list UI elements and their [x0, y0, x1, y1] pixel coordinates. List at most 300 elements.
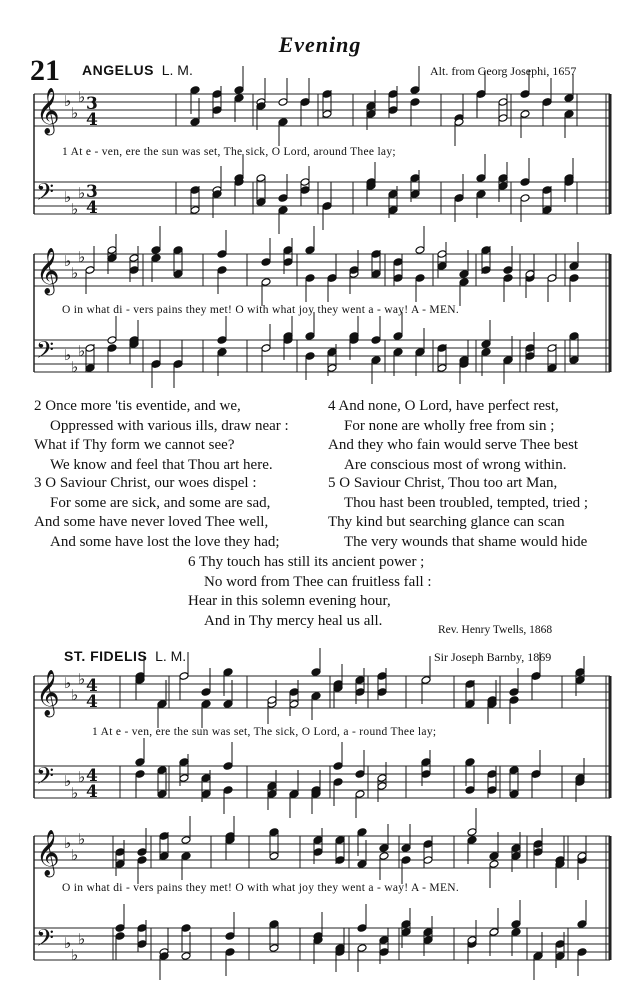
- note-head: [366, 110, 376, 119]
- note-head: [225, 932, 235, 941]
- verse-line: And they who fain would serve Thee best: [328, 437, 579, 454]
- note-head: [489, 860, 499, 869]
- note-head: [278, 98, 288, 107]
- note-head: [489, 928, 499, 937]
- note-head: [335, 836, 345, 845]
- note-head: [520, 194, 530, 203]
- note-head: [547, 344, 557, 353]
- composer-attribution: Sir Joseph Barnby, 1869: [434, 650, 552, 664]
- note-head: [410, 190, 420, 199]
- note-head: [234, 94, 244, 103]
- note-head: [269, 944, 279, 953]
- note-head: [333, 762, 343, 771]
- verse-line: For none are wholly free from sin ;: [344, 417, 555, 434]
- note-head: [467, 828, 477, 837]
- note-head: [481, 266, 491, 275]
- note-head: [201, 790, 211, 799]
- bass-clef-icon: 𝄢: [36, 924, 55, 957]
- note-head: [520, 90, 530, 99]
- tune-header: [82, 62, 193, 78]
- note-head: [393, 258, 403, 267]
- verse-line: We know and feel that Thou art here.: [50, 456, 273, 473]
- note-head: [261, 278, 271, 287]
- note-head: [159, 832, 169, 841]
- note-head: [465, 700, 475, 709]
- flat-icon: ♭: [71, 200, 79, 218]
- note-head: [267, 782, 277, 791]
- note-head: [577, 920, 587, 929]
- lyrics-line: O in what di - vers pains they met! O with what joy they went a - way! A - MEN.: [62, 882, 460, 894]
- note-head: [357, 924, 367, 933]
- flat-icon: ♭: [78, 670, 86, 688]
- note-head: [437, 262, 447, 271]
- note-head: [355, 790, 365, 799]
- note-head: [234, 86, 244, 95]
- note-head: [371, 356, 381, 365]
- note-head: [371, 336, 381, 345]
- treble-clef-icon: 𝄞: [36, 830, 60, 876]
- flat-icon: ♭: [71, 946, 79, 964]
- note-head: [355, 688, 365, 697]
- note-head: [261, 258, 271, 267]
- verse-line: 6 Thy touch has still its ancient power ;: [188, 554, 425, 570]
- note-head: [542, 98, 552, 107]
- note-head: [377, 688, 387, 697]
- note-head: [355, 676, 365, 685]
- verse-line: What if Thy form we cannot see?: [34, 437, 235, 454]
- note-head: [289, 790, 299, 799]
- note-head: [377, 782, 387, 791]
- note-head: [223, 668, 233, 677]
- flat-icon: ♭: [78, 248, 86, 266]
- note-head: [181, 952, 191, 961]
- treble-clef-icon: 𝄞: [36, 88, 60, 134]
- flat-icon: ♭: [64, 934, 72, 952]
- verse-5: [328, 474, 588, 552]
- note-head: [569, 274, 579, 283]
- note-head: [476, 90, 486, 99]
- time-signature-numerator: 3: [86, 94, 98, 114]
- bass-clef-icon: 𝄢: [36, 178, 55, 211]
- note-head: [379, 936, 389, 945]
- note-head: [511, 920, 521, 929]
- note-head: [377, 672, 387, 681]
- verse-line: Thou hast been troubled, tempted, tried ;: [344, 494, 589, 511]
- verse-4: [328, 397, 578, 475]
- note-head: [509, 688, 519, 697]
- flat-icon: ♭: [71, 358, 79, 376]
- bass-clef-icon: 𝄢: [36, 336, 55, 369]
- music-system: [0, 670, 640, 820]
- time-signature-denominator: 4: [86, 692, 98, 712]
- note-head: [533, 848, 543, 857]
- note-head: [157, 700, 167, 709]
- tune-name: ST. FIDELIS: [64, 648, 148, 664]
- note-head: [487, 786, 497, 795]
- note-head: [410, 98, 420, 107]
- verse-2: [34, 397, 289, 475]
- verse-line: 5 O Saviour Christ, Thou too art Man,: [328, 475, 558, 491]
- verse-6: [188, 553, 432, 631]
- note-head: [107, 254, 117, 263]
- note-head: [503, 266, 513, 275]
- flat-icon: ♭: [64, 346, 72, 364]
- note-head: [415, 274, 425, 283]
- note-head: [564, 110, 574, 119]
- note-head: [511, 844, 521, 853]
- note-head: [256, 174, 266, 183]
- note-head: [289, 688, 299, 697]
- flat-icon: ♭: [64, 252, 72, 270]
- note-head: [190, 118, 200, 127]
- note-head: [393, 348, 403, 357]
- note-head: [159, 852, 169, 861]
- note-head: [423, 840, 433, 849]
- note-head: [357, 828, 367, 837]
- time-signature-numerator: 4: [86, 766, 98, 786]
- flat-icon: ♭: [78, 88, 86, 106]
- note-head: [437, 250, 447, 259]
- note-head: [481, 340, 491, 349]
- note-head: [217, 336, 227, 345]
- note-head: [511, 852, 521, 861]
- note-head: [410, 174, 420, 183]
- flat-icon: ♭: [71, 846, 79, 864]
- note-head: [555, 952, 565, 961]
- flat-icon: ♭: [71, 784, 79, 802]
- note-head: [511, 928, 521, 937]
- note-head: [476, 174, 486, 183]
- note-head: [300, 186, 310, 195]
- note-head: [283, 246, 293, 255]
- note-head: [520, 110, 530, 119]
- flat-icon: ♭: [78, 768, 86, 786]
- hymn-number: 21: [30, 54, 60, 87]
- note-head: [283, 258, 293, 267]
- note-head: [569, 356, 579, 365]
- note-head: [179, 758, 189, 767]
- author-credit: Rev. Henry Twells, 1868: [438, 624, 553, 636]
- note-head: [322, 202, 332, 211]
- note-head: [305, 246, 315, 255]
- note-head: [212, 106, 222, 115]
- note-head: [107, 246, 117, 255]
- flat-icon: ♭: [64, 772, 72, 790]
- note-head: [481, 246, 491, 255]
- note-head: [357, 944, 367, 953]
- note-head: [379, 852, 389, 861]
- music-system: [0, 86, 640, 246]
- lyrics-line: 1 At e - ven, ere the sun was set, The sick, O Lord, around Thee lay;: [62, 146, 396, 158]
- note-head: [313, 836, 323, 845]
- lyrics-line: 1 At e - ven, ere the sun was set, The sick, O Lord, a - round Thee lay;: [92, 726, 437, 738]
- note-head: [421, 758, 431, 767]
- flat-icon: ♭: [64, 92, 72, 110]
- note-head: [465, 786, 475, 795]
- tune-name: ANGELUS: [82, 62, 154, 78]
- note-head: [151, 254, 161, 263]
- note-head: [190, 206, 200, 215]
- verse-3: [34, 474, 280, 552]
- composer-attribution: Alt. from Georg Josephi, 1657: [430, 64, 577, 78]
- note-head: [423, 936, 433, 945]
- flat-icon: ♭: [71, 686, 79, 704]
- lyrics-line: O in what di - vers pains they met! O with what joy they went a - way! A - MEN.: [62, 304, 460, 316]
- note-head: [269, 852, 279, 861]
- note-head: [333, 778, 343, 787]
- flat-icon: ♭: [78, 830, 86, 848]
- note-head: [322, 110, 332, 119]
- note-head: [311, 692, 321, 701]
- note-head: [190, 186, 200, 195]
- note-head: [459, 270, 469, 279]
- note-head: [151, 360, 161, 369]
- note-head: [137, 856, 147, 865]
- time-signature-denominator: 4: [86, 110, 98, 130]
- verse-line: And some have never loved Thee well,: [34, 514, 269, 531]
- note-head: [129, 266, 139, 275]
- verse-line: 2 Once more 'tis eventide, and we,: [34, 398, 241, 414]
- note-head: [569, 262, 579, 271]
- tune-meter: L. M.: [161, 62, 193, 78]
- note-head: [322, 90, 332, 99]
- note-head: [371, 250, 381, 259]
- note-head: [525, 352, 535, 361]
- note-head: [261, 344, 271, 353]
- note-head: [115, 924, 125, 933]
- note-head: [379, 948, 389, 957]
- music-system: [0, 248, 640, 392]
- note-head: [547, 274, 557, 283]
- note-head: [503, 274, 513, 283]
- note-head: [225, 948, 235, 957]
- time-signature-denominator: 4: [86, 782, 98, 802]
- note-head: [371, 270, 381, 279]
- treble-clef-icon: 𝄞: [36, 670, 60, 716]
- note-head: [85, 364, 95, 373]
- note-head: [107, 344, 117, 353]
- flat-icon: ♭: [78, 930, 86, 948]
- note-head: [366, 102, 376, 111]
- note-head: [223, 786, 233, 795]
- note-head: [327, 348, 337, 357]
- verse-line: No word from Thee can fruitless fall :: [204, 573, 432, 590]
- note-head: [157, 766, 167, 775]
- note-head: [388, 206, 398, 215]
- note-head: [327, 364, 337, 373]
- note-head: [421, 676, 431, 685]
- note-head: [533, 952, 543, 961]
- note-head: [410, 86, 420, 95]
- note-head: [181, 852, 191, 861]
- note-head: [217, 348, 227, 357]
- flat-icon: ♭: [71, 104, 79, 122]
- note-head: [212, 90, 222, 99]
- note-head: [421, 770, 431, 779]
- verse-line: The very wounds that shame would hide: [344, 533, 588, 550]
- note-head: [531, 770, 541, 779]
- bass-clef-icon: 𝄢: [36, 762, 55, 795]
- note-head: [379, 844, 389, 853]
- note-head: [465, 758, 475, 767]
- note-head: [278, 206, 288, 215]
- note-head: [135, 770, 145, 779]
- note-head: [498, 114, 508, 123]
- note-head: [569, 332, 579, 341]
- note-head: [137, 848, 147, 857]
- note-head: [217, 250, 227, 259]
- note-head: [278, 194, 288, 203]
- note-head: [135, 758, 145, 767]
- note-head: [531, 672, 541, 681]
- flat-icon: ♭: [64, 834, 72, 852]
- note-head: [388, 90, 398, 99]
- time-signature-numerator: 4: [86, 676, 98, 696]
- note-head: [223, 700, 233, 709]
- verse-line: 3 O Saviour Christ, our woes dispel :: [34, 475, 257, 491]
- note-head: [503, 356, 513, 365]
- note-head: [498, 182, 508, 191]
- note-head: [487, 770, 497, 779]
- note-head: [151, 246, 161, 255]
- note-head: [542, 186, 552, 195]
- note-head: [423, 856, 433, 865]
- note-head: [305, 352, 315, 361]
- note-head: [179, 672, 189, 681]
- note-head: [278, 118, 288, 127]
- note-head: [327, 274, 337, 283]
- note-head: [401, 928, 411, 937]
- note-head: [575, 668, 585, 677]
- verse-line: And in Thy mercy heal us all.: [204, 612, 383, 629]
- note-head: [157, 790, 167, 799]
- note-head: [217, 266, 227, 275]
- flat-icon: ♭: [71, 264, 79, 282]
- note-head: [179, 774, 189, 783]
- note-head: [481, 348, 491, 357]
- note-head: [201, 774, 211, 783]
- note-head: [393, 274, 403, 283]
- note-head: [311, 668, 321, 677]
- note-head: [577, 948, 587, 957]
- note-head: [115, 848, 125, 857]
- note-head: [533, 840, 543, 849]
- flat-icon: ♭: [78, 184, 86, 202]
- note-head: [437, 364, 447, 373]
- note-head: [454, 194, 464, 203]
- tune-meter: L. M.: [155, 648, 187, 664]
- note-head: [423, 928, 433, 937]
- note-head: [300, 98, 310, 107]
- note-head: [137, 924, 147, 933]
- note-head: [520, 178, 530, 187]
- note-head: [190, 86, 200, 95]
- time-signature-numerator: 3: [86, 182, 98, 202]
- note-head: [201, 688, 211, 697]
- note-head: [335, 856, 345, 865]
- note-head: [437, 344, 447, 353]
- note-head: [300, 178, 310, 187]
- note-head: [401, 856, 411, 865]
- note-head: [575, 676, 585, 685]
- note-head: [547, 364, 557, 373]
- note-head: [401, 844, 411, 853]
- note-head: [85, 266, 95, 275]
- note-head: [305, 332, 315, 341]
- note-head: [181, 836, 191, 845]
- verse-line: And some have lost the love they had;: [50, 533, 280, 550]
- note-head: [305, 274, 315, 283]
- note-head: [115, 932, 125, 941]
- note-head: [269, 920, 279, 929]
- note-head: [256, 198, 266, 207]
- note-head: [85, 344, 95, 353]
- note-head: [498, 174, 508, 183]
- note-head: [269, 828, 279, 837]
- note-head: [313, 848, 323, 857]
- verse-line: 4 And none, O Lord, have perfect rest,: [328, 398, 559, 414]
- note-head: [137, 940, 147, 949]
- note-head: [465, 680, 475, 689]
- note-head: [173, 246, 183, 255]
- note-head: [223, 762, 233, 771]
- tune-header: [64, 648, 186, 664]
- note-head: [107, 336, 117, 345]
- note-head: [355, 770, 365, 779]
- note-head: [129, 254, 139, 263]
- note-head: [401, 920, 411, 929]
- note-head: [173, 360, 183, 369]
- note-head: [388, 190, 398, 199]
- note-head: [509, 696, 519, 705]
- note-head: [542, 206, 552, 215]
- note-head: [415, 348, 425, 357]
- note-head: [509, 766, 519, 775]
- note-head: [476, 190, 486, 199]
- verse-line: Hear in this solemn evening hour,: [188, 593, 391, 610]
- verse-line: Are conscious most of wrong within.: [344, 456, 567, 473]
- note-head: [267, 790, 277, 799]
- flat-icon: ♭: [64, 188, 72, 206]
- note-head: [173, 270, 183, 279]
- verse-line: For some are sick, and some are sad,: [50, 494, 271, 511]
- note-head: [498, 98, 508, 107]
- time-signature-denominator: 4: [86, 198, 98, 218]
- flat-icon: ♭: [78, 342, 86, 360]
- note-head: [564, 94, 574, 103]
- note-head: [459, 278, 469, 287]
- note-head: [393, 332, 403, 341]
- note-head: [201, 700, 211, 709]
- note-head: [377, 774, 387, 783]
- note-head: [289, 700, 299, 709]
- note-head: [181, 924, 191, 933]
- note-head: [509, 790, 519, 799]
- note-head: [415, 246, 425, 255]
- flat-icon: ♭: [64, 674, 72, 692]
- verse-line: Oppressed with various ills, draw near :: [50, 417, 289, 434]
- verse-line: Thy kind but searching glance can scan: [328, 514, 565, 531]
- note-head: [467, 836, 477, 845]
- note-head: [357, 860, 367, 869]
- note-head: [555, 940, 565, 949]
- treble-clef-icon: 𝄞: [36, 248, 60, 294]
- note-head: [525, 344, 535, 353]
- page-title: Evening: [278, 32, 362, 57]
- note-head: [115, 860, 125, 869]
- music-system: [0, 828, 640, 988]
- note-head: [388, 106, 398, 115]
